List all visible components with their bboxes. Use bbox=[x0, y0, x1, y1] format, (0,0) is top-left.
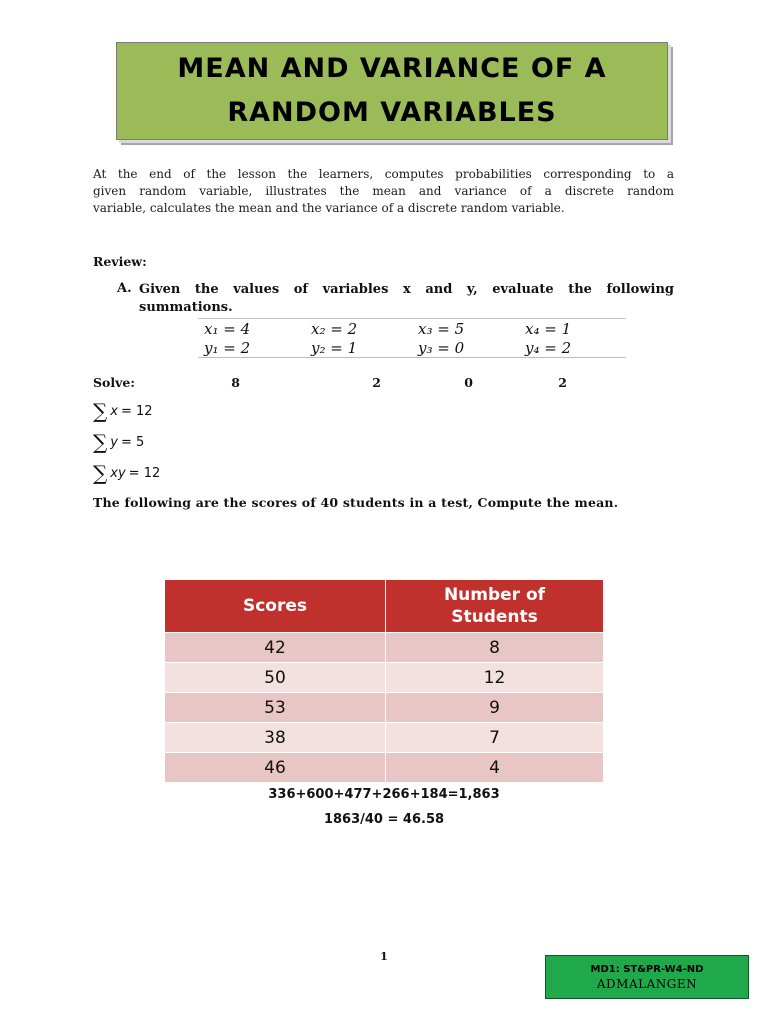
score-cell: 50 bbox=[165, 663, 386, 693]
table-row bbox=[165, 723, 603, 753]
solve-value-3: 0 bbox=[464, 375, 473, 390]
question-line-1: Given the values of variables x and y, evaluate the following bbox=[139, 282, 674, 297]
x4-value: x₄ = 1 bbox=[519, 319, 626, 339]
sum-y bbox=[93, 432, 144, 452]
scores-question: The following are the scores of 40 students in a test, Compute the mean. bbox=[93, 495, 619, 510]
question-text bbox=[139, 281, 674, 317]
scores-header-row bbox=[165, 580, 603, 633]
count-cell: 8 bbox=[386, 633, 604, 663]
sum-variable: xy bbox=[110, 465, 126, 481]
solve-value-2: 2 bbox=[372, 375, 381, 390]
question-letter: A. bbox=[117, 281, 132, 296]
intro-line-2: given random variable, illustrates the mean and variance of a discrete random bbox=[93, 184, 674, 198]
question-line-2: summations. bbox=[139, 300, 233, 315]
author-name: ADMALANGEN bbox=[596, 976, 698, 991]
x1-value: x₁ = 4 bbox=[198, 319, 305, 339]
table-row bbox=[165, 633, 603, 663]
lesson-objectives bbox=[93, 166, 674, 217]
table-row bbox=[165, 693, 603, 723]
title-line-2: RANDOM VARIABLES bbox=[227, 97, 557, 128]
sigma-symbol: ∑ bbox=[93, 399, 108, 423]
title-line-1: MEAN AND VARIANCE OF A bbox=[177, 53, 607, 84]
score-cell: 42 bbox=[165, 633, 386, 663]
page-number: 1 bbox=[380, 950, 388, 963]
calculation-mean: 1863/40 = 46.58 bbox=[323, 812, 445, 827]
solve-value-4: 2 bbox=[558, 375, 567, 390]
sigma-symbol: ∑ bbox=[93, 430, 108, 454]
y4-value: y₄ = 2 bbox=[519, 338, 626, 358]
y1-value: y₁ = 2 bbox=[198, 338, 305, 358]
count-cell: 9 bbox=[386, 693, 604, 723]
score-cell: 38 bbox=[165, 723, 386, 753]
x2-value: x₂ = 2 bbox=[305, 319, 412, 339]
intro-line-1: At the end of the lesson the learners, computes probabilities corresponding to a bbox=[93, 167, 674, 181]
intro-line-3: variable, calculates the mean and the variance of a discrete random variable. bbox=[93, 201, 565, 215]
table-row bbox=[165, 663, 603, 693]
review-label: Review: bbox=[93, 254, 147, 269]
solve-value-1: 8 bbox=[231, 375, 240, 390]
header-scores: Scores bbox=[165, 580, 386, 633]
sum-variable: y bbox=[110, 434, 118, 450]
title-banner bbox=[116, 42, 668, 140]
count-cell: 7 bbox=[386, 723, 604, 753]
y3-value: y₃ = 0 bbox=[412, 338, 519, 358]
table-row bbox=[165, 753, 603, 783]
y-values-row bbox=[198, 338, 626, 358]
variables-table bbox=[198, 318, 626, 358]
x-values-row bbox=[198, 319, 626, 339]
calculation-sum: 336+600+477+266+184=1,863 bbox=[268, 787, 500, 802]
count-cell: 12 bbox=[386, 663, 604, 693]
y2-value: y₂ = 1 bbox=[305, 338, 412, 358]
sum-result: = 5 bbox=[120, 434, 145, 450]
sum-result: = 12 bbox=[128, 465, 161, 481]
solve-label: Solve: bbox=[93, 375, 135, 390]
score-cell: 46 bbox=[165, 753, 386, 783]
sum-result: = 12 bbox=[120, 403, 153, 419]
module-code-badge bbox=[545, 955, 749, 999]
sum-x bbox=[93, 401, 153, 421]
score-cell: 53 bbox=[165, 693, 386, 723]
sigma-symbol: ∑ bbox=[93, 461, 108, 485]
count-cell: 4 bbox=[386, 753, 604, 783]
sum-xy bbox=[93, 463, 160, 483]
header-number-of-students: Number of Students bbox=[386, 580, 604, 633]
sum-variable: x bbox=[110, 403, 118, 419]
module-code: MD1: ST&PR-W4-ND bbox=[590, 963, 704, 975]
x3-value: x₃ = 5 bbox=[412, 319, 519, 339]
scores-table bbox=[165, 580, 603, 782]
